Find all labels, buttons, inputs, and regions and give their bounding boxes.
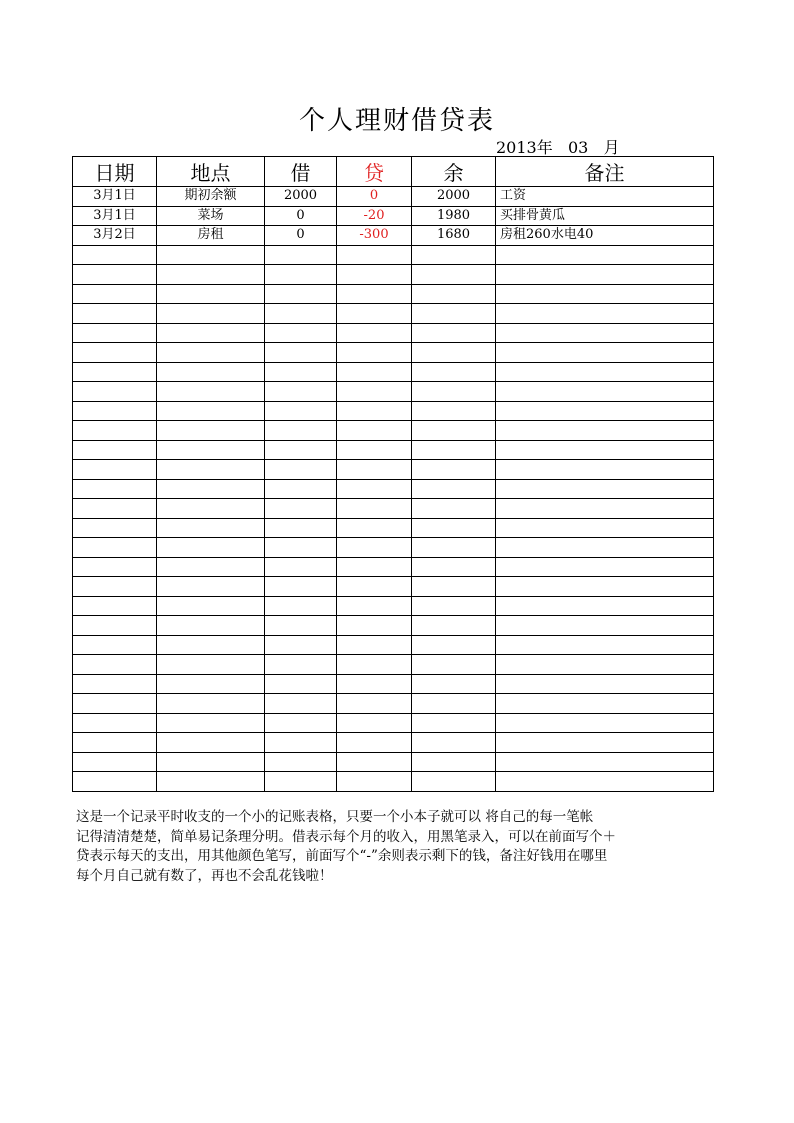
cell-debit[interactable] <box>265 479 337 499</box>
cell-debit[interactable] <box>265 499 337 519</box>
cell-debit[interactable] <box>265 772 337 792</box>
cell-note[interactable] <box>496 323 714 343</box>
empty-row <box>73 460 714 480</box>
cell-place[interactable] <box>157 694 265 714</box>
empty-row <box>73 362 714 382</box>
cell-credit[interactable] <box>337 518 412 538</box>
cell-date[interactable] <box>73 362 157 382</box>
cell-debit[interactable] <box>265 733 337 753</box>
cell-date[interactable] <box>73 518 157 538</box>
cell-balance[interactable] <box>412 343 496 363</box>
cell-balance[interactable]: 2000 <box>412 187 496 207</box>
cell-debit[interactable] <box>265 304 337 324</box>
cell-debit[interactable]: 2000 <box>265 187 337 207</box>
cell-date[interactable] <box>73 284 157 304</box>
cell-balance[interactable] <box>412 674 496 694</box>
cell-credit[interactable] <box>337 557 412 577</box>
cell-date[interactable] <box>73 304 157 324</box>
cell-place[interactable] <box>157 440 265 460</box>
cell-note[interactable] <box>496 752 714 772</box>
usage-note-line: 贷表示每天的支出，用其他颜色笔写，前面写个“-”余则表示剩下的钱，备注好钱用在哪里 <box>76 848 608 864</box>
cell-debit[interactable] <box>265 577 337 597</box>
usage-note <box>76 808 714 886</box>
cell-balance[interactable] <box>412 479 496 499</box>
cell-place[interactable] <box>157 284 265 304</box>
cell-balance[interactable]: 1980 <box>412 206 496 226</box>
cell-place[interactable] <box>157 577 265 597</box>
cell-balance[interactable] <box>412 772 496 792</box>
cell-credit[interactable] <box>337 655 412 675</box>
cell-place[interactable] <box>157 596 265 616</box>
cell-note[interactable] <box>496 674 714 694</box>
cell-place[interactable]: 菜场 <box>157 206 265 226</box>
cell-place[interactable] <box>157 460 265 480</box>
cell-place[interactable] <box>157 401 265 421</box>
cell-balance[interactable] <box>412 284 496 304</box>
cell-credit[interactable] <box>337 401 412 421</box>
cell-debit[interactable] <box>265 323 337 343</box>
cell-note[interactable] <box>496 772 714 792</box>
cell-place[interactable] <box>157 752 265 772</box>
cell-date[interactable] <box>73 460 157 480</box>
cell-debit[interactable] <box>265 421 337 441</box>
period-month: 03 <box>568 138 589 157</box>
cell-date[interactable] <box>73 245 157 265</box>
cell-debit[interactable] <box>265 538 337 558</box>
empty-row <box>73 499 714 519</box>
empty-row <box>73 674 714 694</box>
cell-debit[interactable] <box>265 518 337 538</box>
cell-place[interactable] <box>157 265 265 285</box>
cell-note[interactable] <box>496 694 714 714</box>
cell-balance[interactable] <box>412 440 496 460</box>
cell-note[interactable]: 工资 <box>496 187 714 207</box>
cell-place[interactable] <box>157 713 265 733</box>
cell-note[interactable] <box>496 460 714 480</box>
cell-date[interactable] <box>73 713 157 733</box>
cell-date[interactable] <box>73 616 157 636</box>
sheet-title: 个人理财借贷表 <box>298 106 495 136</box>
cell-balance[interactable] <box>412 538 496 558</box>
cell-debit[interactable] <box>265 440 337 460</box>
empty-row <box>73 713 714 733</box>
cell-note[interactable] <box>496 479 714 499</box>
cell-note[interactable] <box>496 538 714 558</box>
cell-note[interactable] <box>496 265 714 285</box>
cell-place[interactable] <box>157 674 265 694</box>
cell-note[interactable] <box>496 655 714 675</box>
cell-debit[interactable] <box>265 674 337 694</box>
cell-date[interactable] <box>73 265 157 285</box>
cell-credit[interactable] <box>337 733 412 753</box>
cell-balance[interactable] <box>412 382 496 402</box>
cell-balance[interactable] <box>412 460 496 480</box>
cell-date[interactable] <box>73 440 157 460</box>
cell-date[interactable] <box>73 577 157 597</box>
cell-note[interactable] <box>496 557 714 577</box>
cell-note[interactable] <box>496 596 714 616</box>
cell-place[interactable]: 房租 <box>157 226 265 246</box>
cell-place[interactable] <box>157 655 265 675</box>
header-note: 备注 <box>496 157 714 187</box>
cell-balance[interactable] <box>412 499 496 519</box>
empty-row <box>73 343 714 363</box>
empty-row <box>73 518 714 538</box>
empty-row <box>73 733 714 753</box>
empty-row <box>73 245 714 265</box>
cell-place[interactable] <box>157 421 265 441</box>
cell-balance[interactable] <box>412 752 496 772</box>
cell-date[interactable] <box>73 421 157 441</box>
header-balance: 余 <box>412 157 496 187</box>
cell-credit[interactable] <box>337 362 412 382</box>
cell-date[interactable] <box>73 674 157 694</box>
table-row <box>73 187 714 207</box>
cell-balance[interactable] <box>412 694 496 714</box>
cell-balance[interactable] <box>412 596 496 616</box>
cell-note[interactable] <box>496 713 714 733</box>
cell-note[interactable] <box>496 577 714 597</box>
table-row <box>73 226 714 246</box>
cell-date[interactable] <box>73 752 157 772</box>
header-debit: 借 <box>265 157 337 187</box>
cell-note[interactable] <box>496 245 714 265</box>
cell-balance[interactable] <box>412 616 496 636</box>
cell-place[interactable] <box>157 499 265 519</box>
table-row <box>73 206 714 226</box>
cell-credit[interactable] <box>337 479 412 499</box>
cell-debit[interactable]: 0 <box>265 226 337 246</box>
cell-note[interactable] <box>496 401 714 421</box>
empty-row <box>73 557 714 577</box>
cell-debit[interactable] <box>265 362 337 382</box>
empty-row <box>73 635 714 655</box>
cell-credit[interactable] <box>337 460 412 480</box>
empty-row <box>73 577 714 597</box>
cell-credit[interactable] <box>337 713 412 733</box>
cell-note[interactable] <box>496 304 714 324</box>
cell-date[interactable] <box>73 635 157 655</box>
empty-row <box>73 538 714 558</box>
cell-note[interactable] <box>496 362 714 382</box>
cell-date[interactable] <box>73 655 157 675</box>
empty-row <box>73 323 714 343</box>
cell-date[interactable] <box>73 382 157 402</box>
cell-note[interactable] <box>496 635 714 655</box>
empty-row <box>73 655 714 675</box>
empty-row <box>73 382 714 402</box>
empty-row <box>73 596 714 616</box>
empty-row <box>73 616 714 636</box>
cell-date[interactable] <box>73 772 157 792</box>
cell-note[interactable] <box>496 421 714 441</box>
cell-date[interactable] <box>73 538 157 558</box>
cell-balance[interactable] <box>412 518 496 538</box>
cell-balance[interactable] <box>412 362 496 382</box>
cell-balance[interactable] <box>412 421 496 441</box>
cell-credit[interactable] <box>337 304 412 324</box>
cell-debit[interactable] <box>265 616 337 636</box>
cell-debit[interactable] <box>265 284 337 304</box>
cell-place[interactable] <box>157 635 265 655</box>
cell-debit[interactable] <box>265 655 337 675</box>
cell-balance[interactable] <box>412 655 496 675</box>
cell-balance[interactable] <box>412 265 496 285</box>
cell-date[interactable] <box>73 596 157 616</box>
cell-date[interactable] <box>73 323 157 343</box>
period-label <box>496 135 620 158</box>
cell-debit[interactable] <box>265 635 337 655</box>
empty-row <box>73 401 714 421</box>
cell-place[interactable] <box>157 518 265 538</box>
ledger-table <box>72 156 714 792</box>
cell-credit[interactable] <box>337 440 412 460</box>
cell-debit[interactable] <box>265 382 337 402</box>
empty-row <box>73 304 714 324</box>
cell-balance[interactable] <box>412 304 496 324</box>
cell-debit[interactable] <box>265 713 337 733</box>
usage-note-line: 每个月自己就有数了，再也不会乱花钱啦！ <box>76 867 333 884</box>
cell-date[interactable] <box>73 479 157 499</box>
cell-credit[interactable] <box>337 343 412 363</box>
cell-place[interactable] <box>157 362 265 382</box>
usage-note-line: 记得清清楚楚，简单易记条理分明。借表示每个月的收入，用黑笔录入，可以在前面写个＋ <box>76 828 616 845</box>
cell-balance[interactable] <box>412 245 496 265</box>
cell-date[interactable] <box>73 401 157 421</box>
cell-place[interactable] <box>157 304 265 324</box>
cell-debit[interactable] <box>265 265 337 285</box>
cell-note[interactable] <box>496 440 714 460</box>
cell-credit[interactable]: -20 <box>337 206 412 226</box>
cell-place[interactable] <box>157 733 265 753</box>
cell-balance[interactable] <box>412 323 496 343</box>
empty-row <box>73 694 714 714</box>
cell-debit[interactable] <box>265 343 337 363</box>
cell-balance[interactable] <box>412 733 496 753</box>
cell-debit[interactable] <box>265 694 337 714</box>
cell-credit[interactable] <box>337 265 412 285</box>
cell-credit[interactable]: -300 <box>337 226 412 246</box>
cell-note[interactable] <box>496 343 714 363</box>
cell-place[interactable] <box>157 557 265 577</box>
cell-note[interactable]: 房租260水电40 <box>496 226 714 246</box>
cell-credit[interactable] <box>337 752 412 772</box>
cell-date[interactable]: 3月2日 <box>73 226 157 246</box>
empty-row <box>73 772 714 792</box>
empty-row <box>73 421 714 441</box>
header-date: 日期 <box>73 157 157 187</box>
cell-note[interactable] <box>496 284 714 304</box>
cell-credit[interactable] <box>337 635 412 655</box>
cell-credit[interactable]: 0 <box>337 187 412 207</box>
cell-debit[interactable] <box>265 596 337 616</box>
cell-balance[interactable] <box>412 635 496 655</box>
cell-credit[interactable] <box>337 596 412 616</box>
cell-credit[interactable] <box>337 499 412 519</box>
cell-note[interactable] <box>496 518 714 538</box>
empty-row <box>73 440 714 460</box>
empty-row <box>73 752 714 772</box>
cell-date[interactable] <box>73 343 157 363</box>
period-month-unit: 月 <box>603 138 620 157</box>
cell-balance[interactable] <box>412 557 496 577</box>
cell-credit[interactable] <box>337 382 412 402</box>
cell-balance[interactable] <box>412 577 496 597</box>
cell-place[interactable] <box>157 772 265 792</box>
cell-place[interactable] <box>157 382 265 402</box>
cell-note[interactable] <box>496 382 714 402</box>
cell-credit[interactable] <box>337 577 412 597</box>
empty-row <box>73 284 714 304</box>
cell-place[interactable]: 期初余额 <box>157 187 265 207</box>
cell-debit[interactable]: 0 <box>265 206 337 226</box>
cell-date[interactable] <box>73 557 157 577</box>
cell-debit[interactable] <box>265 245 337 265</box>
cell-debit[interactable] <box>265 460 337 480</box>
cell-place[interactable] <box>157 616 265 636</box>
cell-place[interactable] <box>157 245 265 265</box>
cell-date[interactable] <box>73 694 157 714</box>
cell-credit[interactable] <box>337 245 412 265</box>
period-year: 2013年 <box>496 138 553 157</box>
cell-balance[interactable] <box>412 713 496 733</box>
header-place: 地点 <box>157 157 265 187</box>
cell-debit[interactable] <box>265 752 337 772</box>
cell-credit[interactable] <box>337 694 412 714</box>
cell-place[interactable] <box>157 538 265 558</box>
cell-place[interactable] <box>157 343 265 363</box>
cell-credit[interactable] <box>337 772 412 792</box>
cell-date[interactable]: 3月1日 <box>73 187 157 207</box>
cell-place[interactable] <box>157 479 265 499</box>
cell-balance[interactable] <box>412 401 496 421</box>
cell-note[interactable] <box>496 733 714 753</box>
cell-balance[interactable]: 1680 <box>412 226 496 246</box>
cell-credit[interactable] <box>337 674 412 694</box>
cell-note[interactable] <box>496 499 714 519</box>
cell-note[interactable]: 买排骨黄瓜 <box>496 206 714 226</box>
cell-date[interactable]: 3月1日 <box>73 206 157 226</box>
cell-date[interactable] <box>73 733 157 753</box>
cell-credit[interactable] <box>337 616 412 636</box>
header-row <box>73 157 714 187</box>
empty-row <box>73 479 714 499</box>
empty-row <box>73 265 714 285</box>
usage-note-line: 这是一个记录平时收支的一个小的记账表格，只要一个小本子就可以 将自己的每一笔帐 <box>76 809 594 825</box>
cell-debit[interactable] <box>265 401 337 421</box>
cell-debit[interactable] <box>265 557 337 577</box>
cell-place[interactable] <box>157 323 265 343</box>
cell-credit[interactable] <box>337 538 412 558</box>
header-credit: 贷 <box>337 157 412 187</box>
cell-credit[interactable] <box>337 323 412 343</box>
cell-note[interactable] <box>496 616 714 636</box>
cell-date[interactable] <box>73 499 157 519</box>
cell-credit[interactable] <box>337 421 412 441</box>
cell-credit[interactable] <box>337 284 412 304</box>
